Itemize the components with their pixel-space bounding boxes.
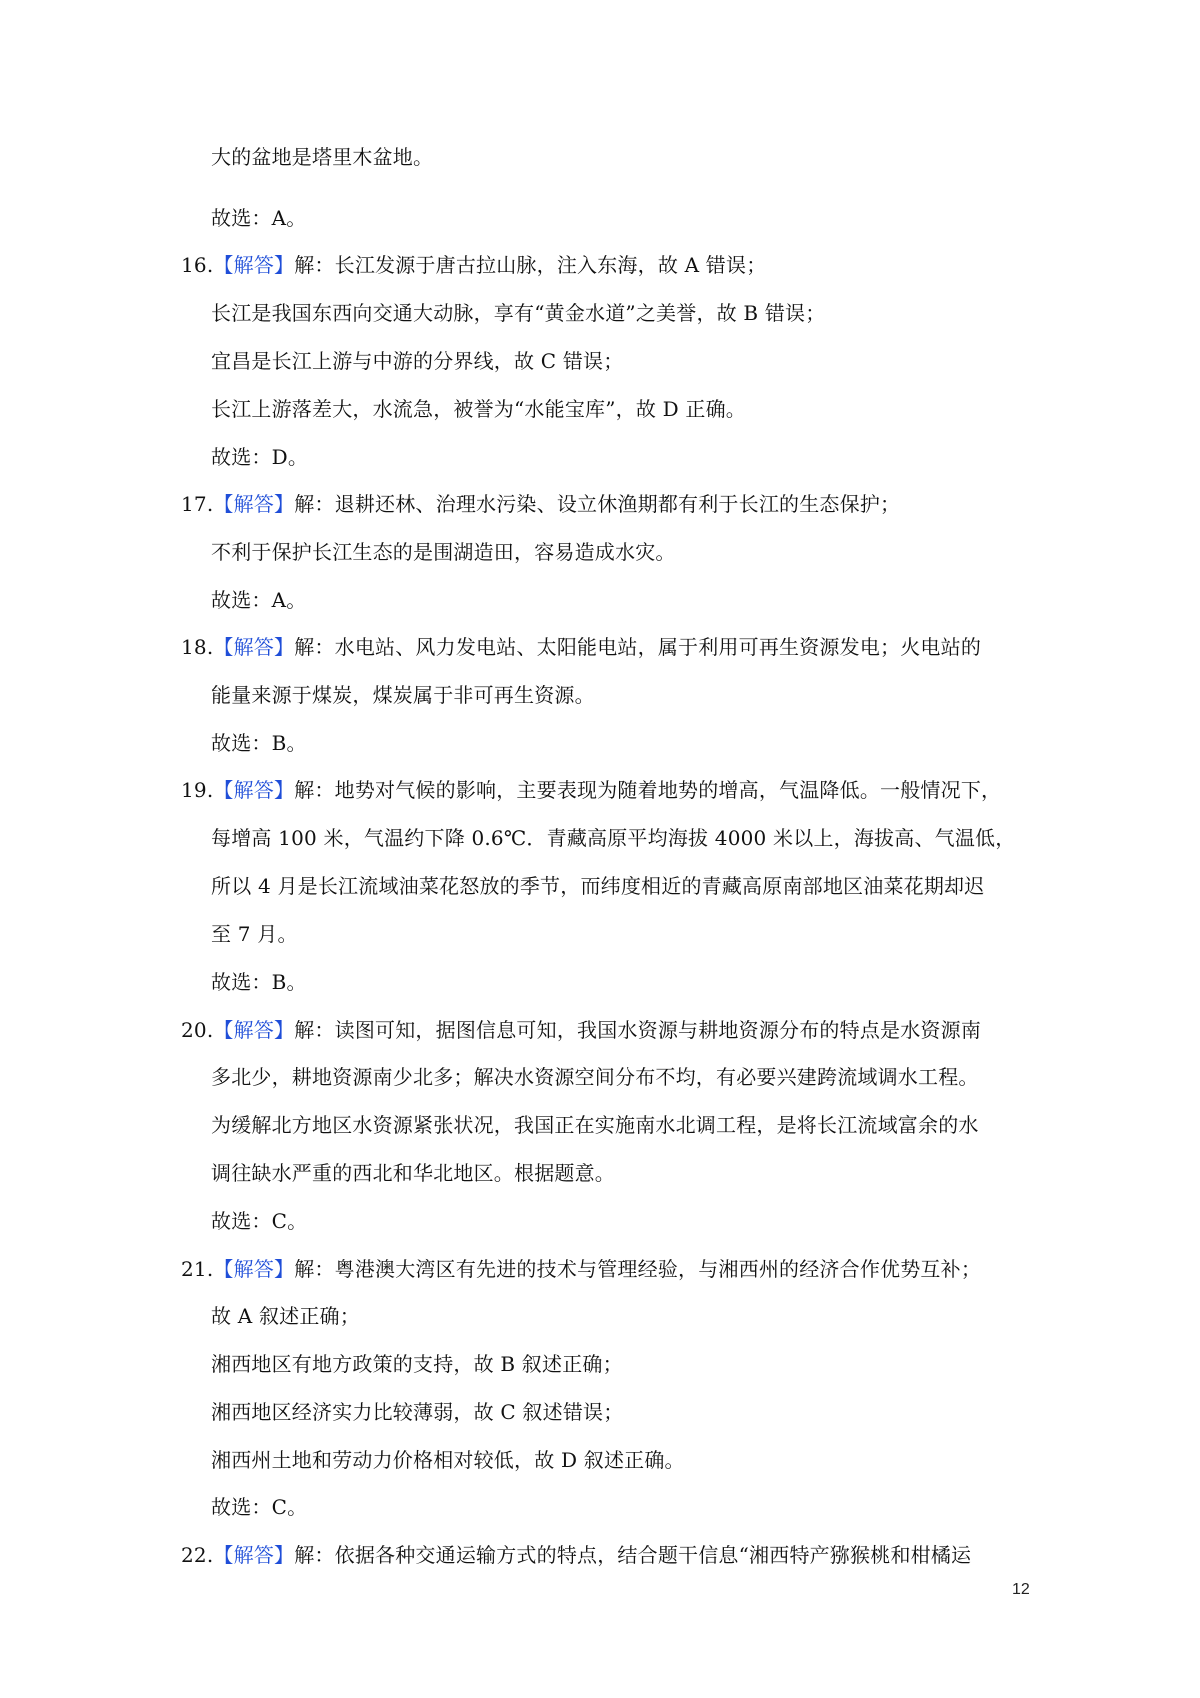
question-text: 解：粤港澳大湾区有先进的技术与管理经验，与湘西州的经济合作优势互补； xyxy=(294,1257,982,1281)
question-text: 解：退耕还林、治理水污染、设立休渔期都有利于长江的生态保护； xyxy=(294,492,901,516)
question-number: 19. xyxy=(181,778,214,802)
question-text: 解：长江发源于唐古拉山脉，注入东海，故 A 错误； xyxy=(294,253,767,277)
question-number: 18. xyxy=(181,635,214,659)
text-line: 湘西州土地和劳动力价格相对较低，故 D 叙述正确。 xyxy=(211,1448,685,1472)
question-number: 20. xyxy=(181,1018,214,1042)
answer-tag: 【解答】 xyxy=(213,635,295,659)
question-number: 22. xyxy=(181,1543,214,1567)
answer-choice: 故选：D。 xyxy=(211,445,309,469)
question-text: 解：水电站、风力发电站、太阳能电站，属于利用可再生资源发电；火电站的 xyxy=(294,635,982,659)
answer-choice: 故选：B。 xyxy=(211,731,307,755)
answer-tag: 【解答】 xyxy=(213,1018,295,1042)
question-text: 解：地势对气候的影响，主要表现为随着地势的增高，气温降低。一般情况下， xyxy=(294,778,1002,802)
page-number: 12 xyxy=(1012,1581,1030,1598)
question-17 xyxy=(181,491,900,517)
question-22 xyxy=(181,1542,971,1568)
question-18 xyxy=(181,634,981,660)
text-line: 每增高 100 米，气温约下降 0.6℃．青藏高原平均海拔 4000 米以上，海拔高、气温低， xyxy=(211,826,1016,850)
question-number: 21. xyxy=(181,1257,214,1281)
text-line: 多北少，耕地资源南少北多；解决水资源空间分布不均，有必要兴建跨流域调水工程。 xyxy=(211,1065,979,1089)
answer-tag: 【解答】 xyxy=(213,778,295,802)
text-line: 长江是我国东西向交通大动脉，享有“黄金水道”之美誉，故 B 错误； xyxy=(211,301,826,325)
text-line: 能量来源于煤炭，煤炭属于非可再生资源。 xyxy=(211,683,595,707)
answer-choice: 故选：A。 xyxy=(211,588,307,612)
text-line: 宜昌是长江上游与中游的分界线，故 C 错误； xyxy=(211,349,624,373)
question-text: 解：读图可知，据图信息可知，我国水资源与耕地资源分布的特点是水资源南 xyxy=(294,1018,982,1042)
question-number: 17. xyxy=(181,492,214,516)
answer-tag: 【解答】 xyxy=(213,253,295,277)
text-line: 湘西地区经济实力比较薄弱，故 C 叙述错误； xyxy=(211,1400,624,1424)
text-line: 长江上游落差大，水流急，被誉为“水能宝库”，故 D 正确。 xyxy=(211,397,746,421)
question-16 xyxy=(181,252,766,278)
text-line: 湘西地区有地方政策的支持，故 B 叙述正确； xyxy=(211,1352,623,1376)
answer-choice: 故选：B。 xyxy=(211,970,307,994)
text-line: 大的盆地是塔里木盆地。 xyxy=(211,145,434,169)
text-line: 调往缺水严重的西北和华北地区。根据题意。 xyxy=(211,1161,615,1185)
answer-tag: 【解答】 xyxy=(213,492,295,516)
question-21 xyxy=(181,1256,981,1282)
answer-tag: 【解答】 xyxy=(213,1257,295,1281)
answer-choice: 故选：C。 xyxy=(211,1495,308,1519)
question-19 xyxy=(181,777,1001,803)
text-line: 故 A 叙述正确； xyxy=(211,1304,360,1328)
question-number: 16. xyxy=(181,253,214,277)
question-20 xyxy=(181,1017,981,1043)
answer-choice: 故选：A。 xyxy=(211,206,307,230)
answer-choice: 故选：C。 xyxy=(211,1209,308,1233)
question-text: 解：依据各种交通运输方式的特点，结合题干信息“湘西特产猕猴桃和柑橘运 xyxy=(294,1543,972,1567)
text-line: 至 7 月。 xyxy=(211,922,298,946)
text-line: 不利于保护长江生态的是围湖造田，容易造成水灾。 xyxy=(211,540,676,564)
text-line: 为缓解北方地区水资源紧张状况，我国正在实施南水北调工程，是将长江流域富余的水 xyxy=(211,1113,979,1137)
text-line: 所以 4 月是长江流域油菜花怒放的季节，而纬度相近的青藏高原南部地区油菜花期却迟 xyxy=(211,874,985,898)
answer-tag: 【解答】 xyxy=(213,1543,295,1567)
